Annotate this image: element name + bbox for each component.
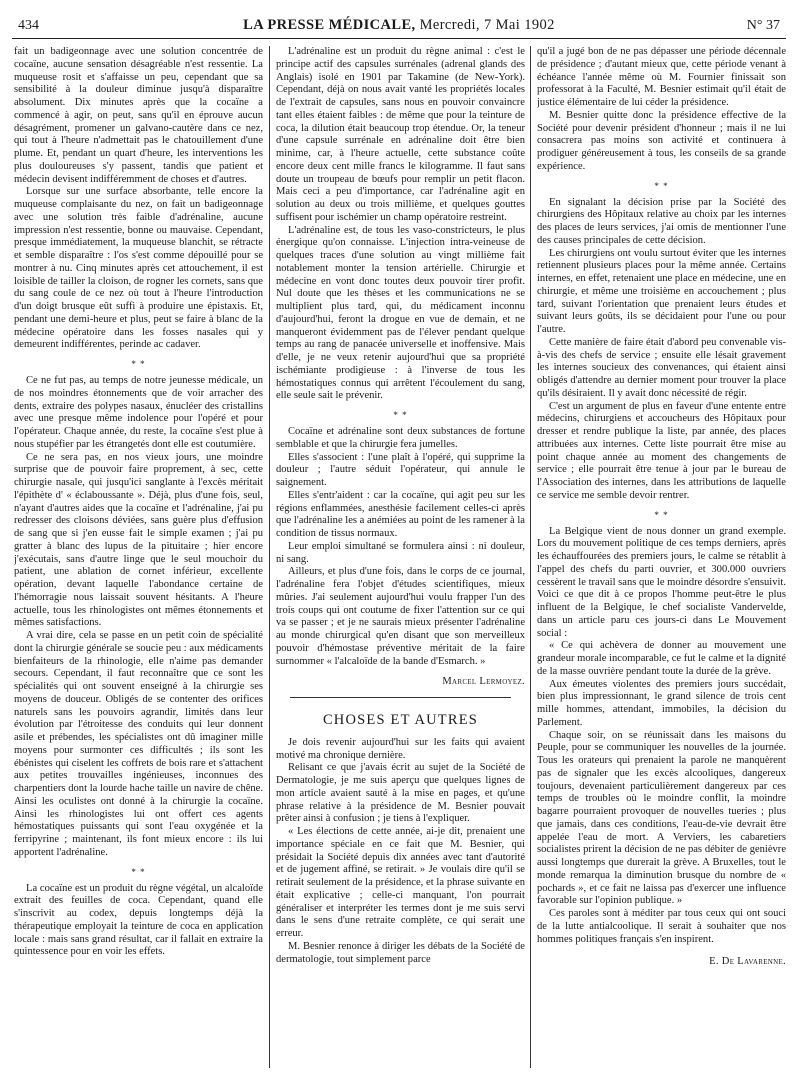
paragraph: « Les élections de cette année, ai-je dit, prenaient une importance spéciale en ce fait que M. Besnier, qui présidait la Société depuis dix années avec tant d'autorité et de jugement affiné, se retirait. » Je voulais dire qu'il se retirait seulement de la présidence, et la phrase suivante en était explicative ; celle-ci manquant, l'on pourrait généraliser et interpréter les termes dont je me suis servi dans le sens d'une retraite complète, ce qui serait une erreur. xyxy=(276,826,525,939)
paragraph: Chaque soir, on se réunissait dans les maisons du Peuple, pour se communiquer les nouvelles de la journée. Tous les orateurs qui prenaient la parole ne manquèrent pas de signaler que les excès alcooliques, dangereux toujours, devenaient particulièrement dangereux par ces temps de troubles où le moindre conflit, la moindre bagarre pourraient provoquer de nouvelles tueries ; plus que jamais, dans ces conditions, l'eau-de-vie devrait être appelée l'eau de mort. A Verviers, les cabaretiers socialistes prirent la décision de ne pas débiter de genièvre aussi longtemps que durerait la grève. A Bruxelles, tout le monde remarqua la diminution brusque du nombre de « pochards », et ce fait ne laissa pas d'exercer une influence favorable sur l'opinion publique. » xyxy=(537,729,786,907)
paragraph: A vrai dire, cela se passe en un petit coin de spécialité dont la chirurgie générale se soucie peu : aux médicaments bienfaiteurs de la rhinologie, elle n'aime pas demander secours. Cependant, il faut reconnaître que ce sont les spécialités qui ont souvent enseigné à la chirurgie ses moyens de douceur. Obligés de se contenter des orifices naturels sans les pouvoirs agrandir, limités dans leur évolution par l'étroitesse des conduits qui leur donnent asile et prébendes, les spécialistes ont dû imaginer mille moyens pour surmonter ces difficultés ; ils sont les ébénistes qui ciselent les coffrets de bois rare et s'attachent aux petites trouvailles ingénieuses, inconnues des charpentiers dont la lourde hache taille un navire de chêne. Ainsi les oculistes ont donné à la chirurgie la cocaïne. Ainsi les rhinologistes lui ont offert ces agents hémostatiques puissants qui sont l'eau oxygénée et la ferripyrine ; maintenant, ils font mieux encore : ils lui apportent l'adrénaline. xyxy=(14,630,263,858)
paragraph: Leur emploi simultané se formulera ainsi : ni douleur, ni sang. xyxy=(276,540,525,565)
paragraph: L'adrénaline est un produit du règne animal : c'est le principe actif des capsules surrénales (adrenal glands des Anglais) isolé en 1901 par Takamine (de New-York). Cependant, déjà on nous avait vanté les propriétés locales de l'extrait de capsules, sans nous en pouvoir convaincre tant elles étaient faibles : de même que pour la teinture de coca, la dilution était beaucoup trop étendue. Or, la teneur d'une capsule surrénale en adrénaline doit être bien minime, car, à l'heure actuelle, cette substance coûte encore deux cent mille francs le kilogramme. Il faut sans doute un troupeau de bœufs pour remplir un petit flacon. Mais ceci a peu d'importance, car l'adrénaline agit en solution au deux ou trois millième, et quelques gouttes suffisent pour ischémier un champ opératoire restreint. xyxy=(276,46,525,223)
paragraph: Elles s'entr'aident : car la cocaïne, qui agit peu sur les régions enflammées, anesthésie facilement celles-ci après que l'adrénaline les a anémiées au point de les ramener à la condition de tissus normaux. xyxy=(276,489,525,539)
paragraph: La cocaïne est un produit du règne végétal, un alcaloïde extrait des feuilles de coca. Cependant, quand elle s'inscrivit au codex, depuis longtemps déjà la thérapeutique employait la teinture de coca en application locale : mais sans grand résultat, car il fallait en extraire la quintessence pour en voir les effets. xyxy=(14,882,263,958)
paragraph: Elles s'associent : l'une plaît à l'opéré, qui supprime la douleur ; l'autre séduit l'opérateur, qui annule le saignement. xyxy=(276,451,525,488)
author-signature: Marcel Lermoyez. xyxy=(442,676,525,688)
paragraph: Cocaïne et adrénaline sont deux substances de fortune semblable et que la chirurgie fera jumelles. xyxy=(276,426,525,450)
paragraph: Ailleurs, et plus d'une fois, dans le corps de ce journal, l'adrénaline fera l'objet d'études scientifiques, mieux mûries. J'ai seulement aujourd'hui voulu frapper l'un des trois coups qui ont coutume de fixer l'attention sur ce qui va se passer ; et je ne saurais mieux présenter l'adrénaline au monde chirurgical qu'en disant que son merveilleux pouvoir d'hémostase préventive méritait de la faire surnommer « l'alcaloïde de la bande d'Esmarch. » xyxy=(276,566,525,667)
section-separator: * * xyxy=(654,509,669,520)
paragraph: qu'il a jugé bon de ne pas dépasser une période décennale de présidence ; d'autant mieux que, cette période venant à échéance l'année même où M. Fournier finissait son professorat à la Faculté, M. Besnier estimait qu'il était de justice élémentaire de lui céder la présidence. xyxy=(537,46,786,108)
issue-number: N° 37 xyxy=(746,18,780,33)
paragraph: En signalant la décision prise par la Société des chirurgiens des Hôpitaux relative au choix par les internes des places de leurs services, j'ai omis de mentionner l'une des causes principales de cette décision. xyxy=(537,196,786,246)
paragraph: M. Besnier renonce à diriger les débats de la Société de dermatologie, tout simplement parce xyxy=(276,940,525,965)
paragraph: La Belgique vient de nous donner un grand exemple. Lors du mouvement politique de ces temps derniers, après les échauffourées des premiers jours, le calme se rétablit à l'appel des chefs du parti ouvrier, et 300.000 ouvriers cessèrent le travail sans que le moindre désordre s'ensuivit. Voici ce que dit à ce propos l'homme peut-être le plus influent de la Belgique, le chef socialiste Vandervelde, dans un article paru ces jours-ci dans Le Mouvement social : xyxy=(537,525,786,639)
section-separator: * * xyxy=(131,866,146,877)
column-rule xyxy=(269,46,270,1068)
paragraph: L'adrénaline est, de tous les vaso-constricteurs, le plus énergique qu'on connaisse. L'injection intra-veineuse de quelques traces d'une solution au vingt millième fait notablement monter la tension artérielle. Chirurgie et médecine en vont donc toutes deux pouvoir tirer profit. Nul doute que les thèses et les communications ne se multiplient plus tard, qui, du médicament inconnu d'aujourd'hui, feront la drogue en vue de demain, et ne manqueront évidemment pas de l'élever pendant quelque temps au rang de panacée universelle et inoffensive. Mais d'elle, je ne veux retenir aujourd'hui que sa propriété ischémiante prodigieuse : à l'inverse de tous les hémostatiques connus qui arrêtent l'écoulement du sang, elle seule sait le prévenir. xyxy=(276,224,525,402)
section-separator: * * xyxy=(654,180,669,191)
paragraph: Ce ne fut pas, au temps de notre jeunesse médicale, un de nos moindres étonnements que de voir arracher des dents, extraire des polypes nasaux, énucléer des cristallins avec une presque même indolence pour l'opéré et pour l'opérateur. Chaque année, du reste, la cocaïne s'est plue à nous stupéfier par les étrangetés dont elle est coutumière. xyxy=(14,375,263,450)
paragraph: Relisant ce que j'avais écrit au sujet de la Société de Dermatologie, je me suis aperçu que quelques lignes de mon article avaient sauté à la mise en pages, et qu'une phrase relative à la présidence de M. Besnier pouvait prêter ainsi à confusion ; je tiens à l'expliquer. xyxy=(276,762,525,825)
page-header xyxy=(12,14,786,39)
section-separator: * * xyxy=(131,359,146,369)
column-1 xyxy=(14,46,263,1072)
section-separator: * * xyxy=(393,410,408,420)
paragraph: C'est un argument de plus en faveur d'une entente entre médecins, chirurgiens et accoucheurs des Hôpitaux pour dresser et rendre publique la liste, par année, des places attribuées aux internes. Cette liste pourrait être mise au point chaque année au moment des changements de service ; elle pourrait être tenue à jour par le bureau de l'Association des internes, dans les attributions de laquelle ce service me semble devoir rentrer. xyxy=(537,400,786,501)
paragraph: Lorsque sur une surface absorbante, telle encore la muqueuse complaisante du nez, on fait un badigeonnage avec une solution très faible d'adrénaline, aucune impression n'est ressentie, bonne ou mauvaise. Cependant, presque immédiatement, la muqueuse blanchit, se rétracte et semble disparaître : l'os s'est comme dépouillé pour se montrer à nu. Cinq minutes après cet attouchement, il est loisible de tailler la cloison, de rogner les cornets, sans que du sang coule de ce nez où tout à l'heure l'introduction d'un doigt brusque eût suffi à produire une épistaxis. Et, pendant une demi-heure et plus, peut se faire à blanc de la médecine opératoire dans les fosses nasales qui y demeurent indifférentes, perinde ac cadaver. xyxy=(14,186,263,351)
paragraph: Ce ne sera pas, en nos vieux jours, une moindre surprise que de pouvoir faire proprement, à sec, cette chirurgie nasale, qui jusqu'ici sanglante à l'excès méritait l'épithète d' « éclaboussante ». Déjà, plus d'une fois, seul, n'ayant d'autres aides que la cocaïne et l'adrénaline, j'ai pu redresser des cloisons déviées, sans guère plus d'effusion de sang que si j'en eusse fait le simple examen ; j'ai pu gratter à blanc des lupus de la pituitaire ; hier encore j'exécutais, sans d'autre linge que le seul mouchoir du patient, une ablation de cornet inférieur, excellente opération, devant laquelle l'abondance certaine de l'hémorragie nous laissait souvent hésitants. A l'heure actuelle, tous les rhinologistes ont mêmes étonnements et mêmes satisfactions. xyxy=(14,451,263,629)
section-title: CHOSES ET AUTRES xyxy=(322,712,479,728)
page-number: 434 xyxy=(18,18,39,33)
paragraph: M. Besnier quitte donc la présidence effective de la Société pour devenir président d'honneur ; mais il ne lui consacrera pas moins son activité et continuera à prodiguer généreusement à tous, les conseils de sa grande expérience. xyxy=(537,109,786,172)
paragraph: Cette manière de faire était d'abord peu convenable vis-à-vis des chefs de service ; ensuite elle lésait gravement les internes soucieux des convenances, qui étaient ainsi obligés d'attendre au dernier moment pour trouver la place qu'ils désiraient. Il y avait donc nécessité de régir. xyxy=(537,336,786,399)
running-head xyxy=(12,17,786,34)
paragraph: Les chirurgiens ont voulu surtout éviter que les internes retiennent plusieurs places pour la même année. Certains internes, en effet, retenaient une place en médecine, une en chirurgie, et même une troisième en accouchement ; plus tard, suivant l'orientation que prenaient leurs études et suivant leurs goûts, ils se décidaient pour l'une ou pour l'autre. xyxy=(537,247,786,335)
paragraph: fait un badigeonnage avec une solution concentrée de cocaïne, aucune sensation désagréable n'est ressentie. La muqueuse rosit et s'affaisse un peu, cependant que sa sensibilité à la douleur diminue jusqu'à disparaître absolument. Dix minutes après que la cocaïne a commencé à agir, on peut, sans qu'il en éprouve aucun désagrément, promener un galvano-cautère dans ce nez, qui tout à l'heure n'admettait pas le chatouillement d'une plume. Et, pendant un quart d'heure, les interventions les plus douloureuses s'y passent, tandis que patient et médecin devisent indifféremment de choses et d'autres. xyxy=(14,46,263,185)
column-rule xyxy=(530,46,531,1068)
issue-date: Mercredi, 7 Mai 1902 xyxy=(419,17,555,33)
paragraph: Ces paroles sont à méditer par tous ceux qui ont souci de la lutte antialcoolique. Il serait à souhaiter que nos hommes politiques français s'en inspirent. xyxy=(537,908,786,945)
author-signature: E. De Lavarenne. xyxy=(709,956,786,968)
paragraph: Aux émeutes violentes des premiers jours succédait, bien plus impressionnant, le grand silence de trois cent mille hommes, attendant, immobiles, la décision du Parlement. xyxy=(537,678,786,728)
paragraph: « Ce qui achèvera de donner au mouvement une grandeur morale incomparable, ce fut le calme et la dignité de la masse ouvrière pendant toute la durée de la grève. xyxy=(537,640,786,677)
section-divider xyxy=(290,697,511,698)
journal-title: LA PRESSE MÉDICALE, xyxy=(243,17,416,33)
column-2 xyxy=(276,46,525,1072)
column-3 xyxy=(537,46,786,1072)
paragraph: Je dois revenir aujourd'hui sur les faits qui avaient motivé ma chronique dernière. xyxy=(276,736,525,761)
